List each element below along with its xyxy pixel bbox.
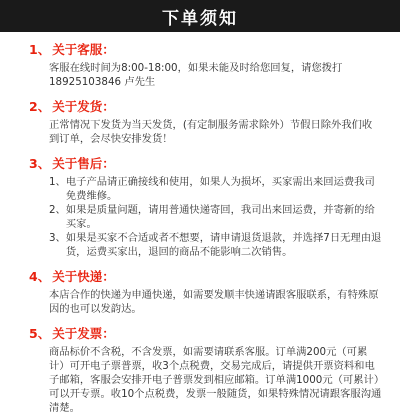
section-invoice xyxy=(0,325,400,415)
section-number: 1、 xyxy=(29,42,51,57)
list-item-text: 电子产品请正确接线和使用，如果人为损坏，买家需出来回运费我司免费维修。 xyxy=(65,176,375,202)
section-heading xyxy=(29,98,400,115)
section-text: 本店合作的快递为申通快递，如需要发顺丰快递请跟客服联系，有特殊原因的也可以发韵达。 xyxy=(49,289,379,315)
section-courier xyxy=(0,268,400,316)
section-heading xyxy=(29,268,400,285)
section-number: 4、 xyxy=(29,269,51,284)
list-item-number: 3、 xyxy=(49,232,66,244)
section-text: 商品标价不含税，不含发票，如需要请联系客服。订单满200元（可累计）可开电子票普票，收3个点税费，交易完成后，请提供开票资料和电子邮箱，客服会安排开电子普票发到相应邮箱。订单满1000元（可累计）可以开专票。收10个点税费，发票一般随货，如果特殊情况请跟客服沟通清楚。 xyxy=(49,346,382,414)
section-title: 关于发票： xyxy=(52,326,115,341)
section-number: 2、 xyxy=(29,99,51,114)
section-title: 关于客服： xyxy=(52,42,115,57)
list-item xyxy=(49,175,382,203)
section-title: 关于发货： xyxy=(52,99,115,114)
section-list xyxy=(49,175,382,259)
section-title: 关于售后： xyxy=(52,156,115,171)
section-title: 关于快递： xyxy=(52,269,115,284)
section-after-sales xyxy=(0,155,400,259)
section-number: 3、 xyxy=(29,156,51,171)
list-item-text: 如果是质量问题，请用普通快递寄回，我司出来回运费，并寄新的给买家。 xyxy=(65,204,375,230)
section-heading xyxy=(29,325,400,342)
list-item-number: 1、 xyxy=(49,176,66,188)
section-heading xyxy=(29,155,400,172)
section-number: 5、 xyxy=(29,326,51,341)
list-item xyxy=(49,231,382,259)
page-title: 下单须知 xyxy=(162,8,238,29)
section-shipping xyxy=(0,98,400,146)
section-text: 客服在线时间为8:00-18:00，如果未能及时给您回复，请您拨打18925103846 卢先生 xyxy=(49,62,343,88)
notice-content xyxy=(0,32,400,415)
section-customer-service xyxy=(0,41,400,89)
header-banner xyxy=(0,0,400,32)
list-item-text: 如果是买家不合适或者不想要，请申请退货退款，并选择7日无理由退货，运费买家出，退回的商品不能影响二次销售。 xyxy=(65,232,382,258)
list-item-number: 2、 xyxy=(49,204,66,216)
section-text: 正常情况下发货为当天发货，(有定制服务需求除外）节假日除外我们收到订单，会尽快安排发货！ xyxy=(49,119,373,145)
list-item xyxy=(49,203,382,231)
section-heading xyxy=(29,41,400,58)
